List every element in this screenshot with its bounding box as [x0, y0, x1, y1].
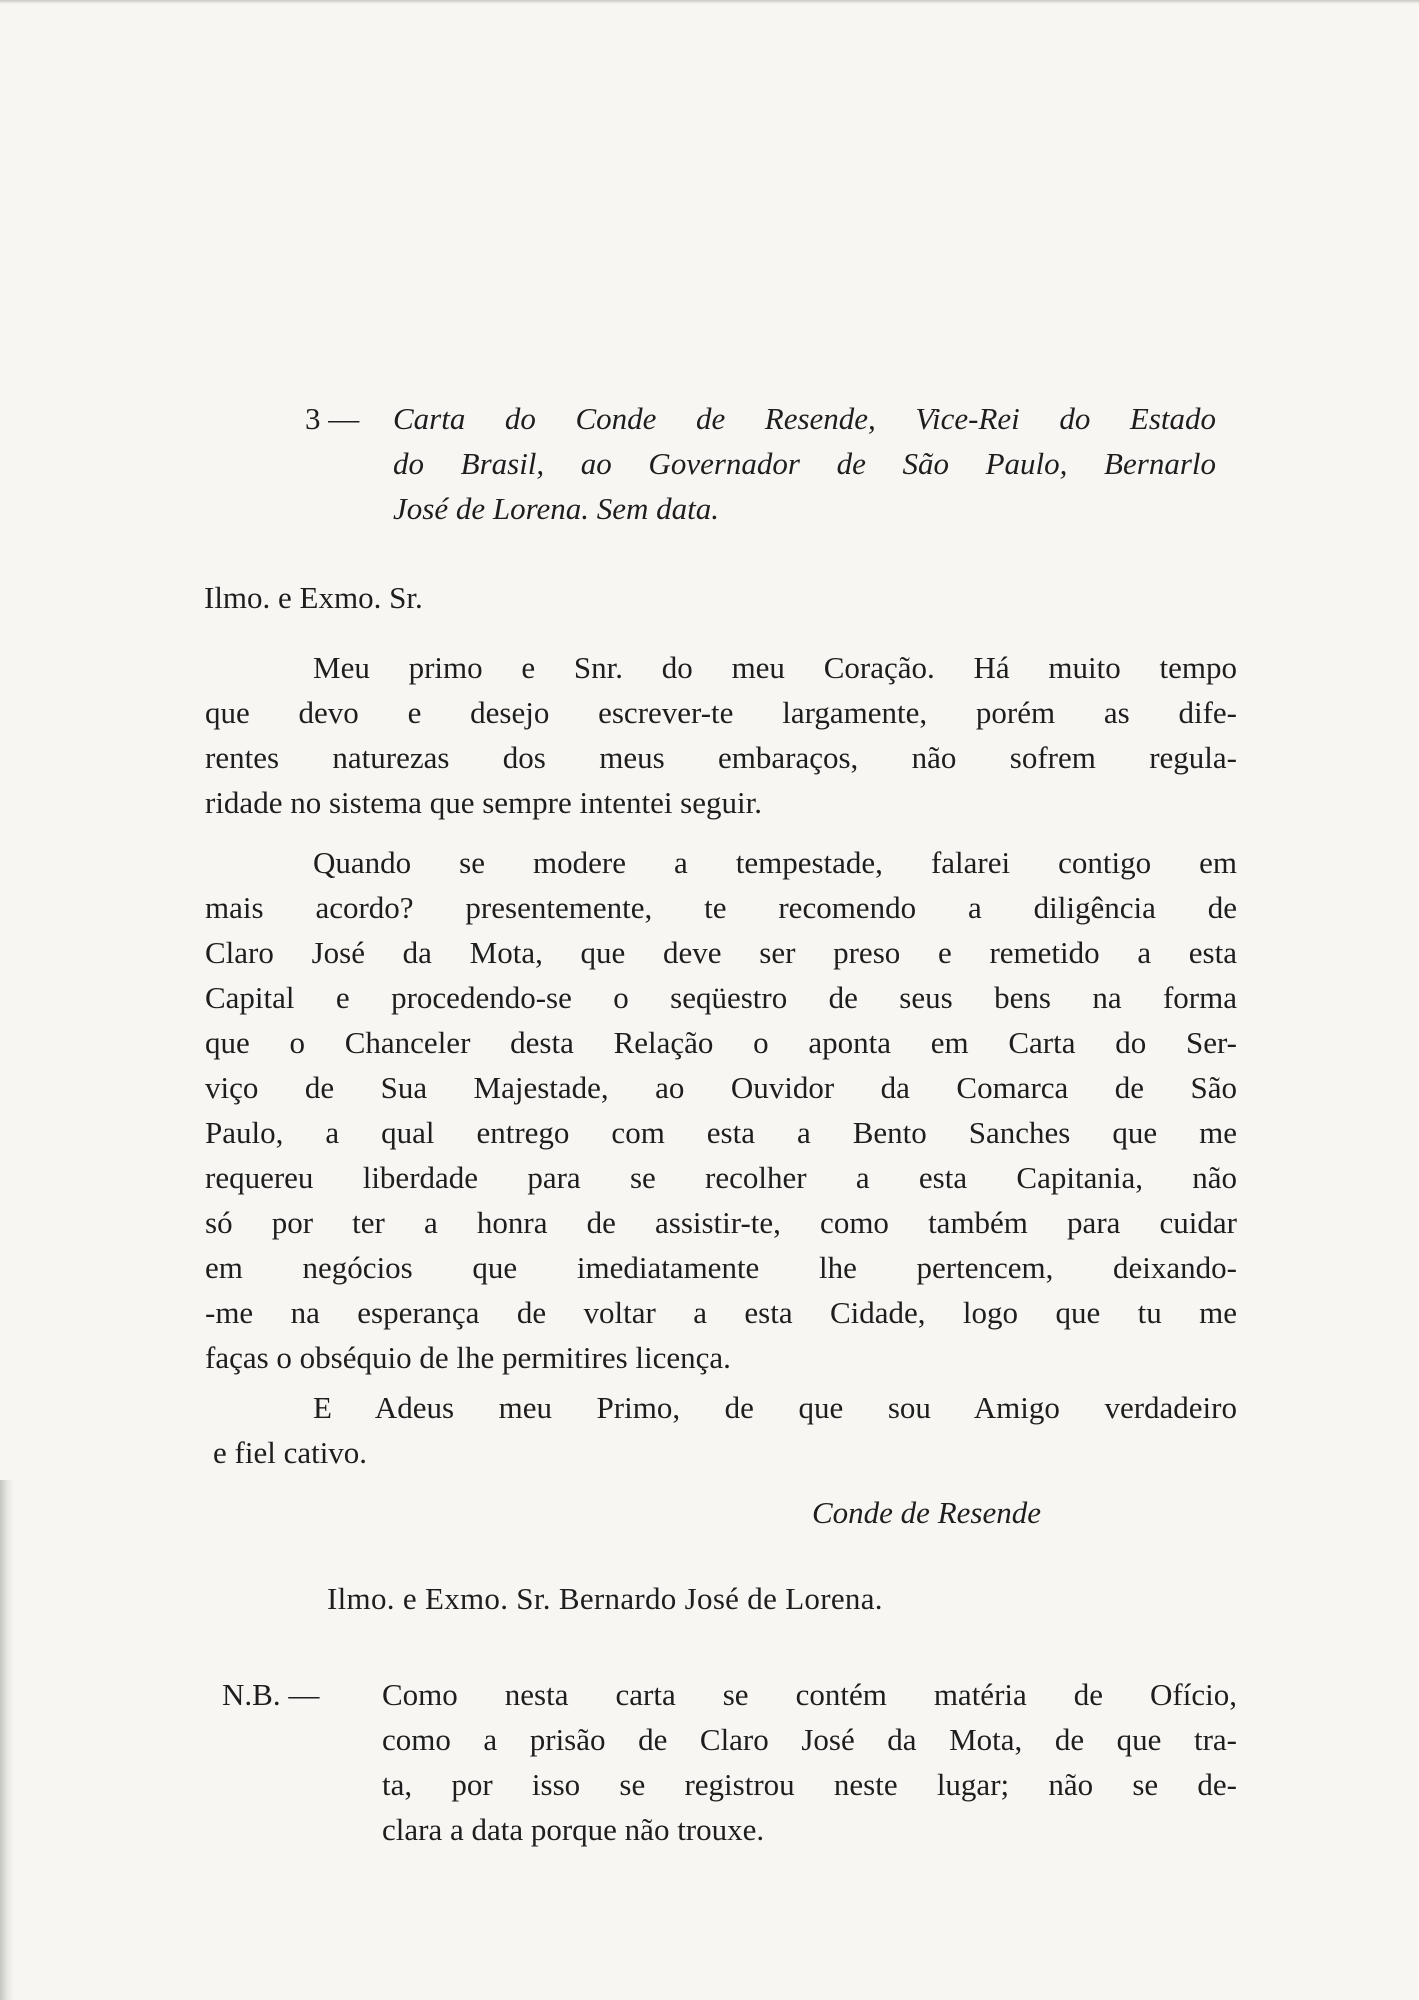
heading-line: José de Lorena. Sem data.: [393, 491, 720, 526]
paragraph-line: faças o obséquio de lhe permitires licença.: [205, 1340, 731, 1375]
paragraph-line: que o Chanceler desta Relação o aponta em Carta do Ser-: [205, 1025, 1237, 1060]
paragraph-line: requereu liberdade para se recolher a esta Capitania, não: [205, 1160, 1237, 1195]
paragraph-line: Meu primo e Snr. do meu Coração. Há muito tempo: [313, 650, 1237, 685]
paragraph-line: em negócios que imediatamente lhe pertencem, deixando-: [205, 1250, 1237, 1285]
paragraph-line: mais acordo? presentemente, te recomendo a diligência de: [205, 890, 1237, 925]
note-label: N.B. —: [222, 1677, 320, 1712]
note-line: ta, por isso se registrou neste lugar; não se de-: [382, 1767, 1237, 1802]
document-number: 3 —: [305, 401, 360, 436]
heading-line: do Brasil, ao Governador de São Paulo, Bernarlo: [393, 446, 1216, 481]
note-line: clara a data porque não trouxe.: [382, 1812, 765, 1847]
note-body: [382, 1672, 1237, 1852]
page-top-edge: [0, 0, 1419, 4]
page-binding-shadow: [0, 1480, 14, 2000]
addressee: Ilmo. e Exmo. Sr. Bernardo José de Lorena.: [327, 1581, 883, 1616]
paragraph-line: Quando se modere a tempestade, falarei contigo em: [313, 845, 1237, 880]
heading-line: Carta do Conde de Resende, Vice-Rei do Estado: [393, 401, 1216, 436]
paragraph-line: Capital e procedendo-se o seqüestro de seus bens na forma: [205, 980, 1237, 1015]
paragraph-line: Claro José da Mota, que deve ser preso e remetido a esta: [205, 935, 1237, 970]
paragraph-3: [213, 1385, 1237, 1475]
document-heading: [393, 396, 1216, 531]
paragraph-line: Paulo, a qual entrego com esta a Bento Sanches que me: [205, 1115, 1237, 1150]
signature: Conde de Resende: [812, 1495, 1041, 1530]
paragraph-line: e fiel cativo.: [213, 1435, 368, 1470]
salutation: Ilmo. e Exmo. Sr.: [204, 580, 423, 615]
paragraph-line: rentes naturezas dos meus embaraços, não sofrem regula-: [205, 740, 1237, 775]
paragraph-1: [205, 645, 1237, 825]
paragraph-line: E Adeus meu Primo, de que sou Amigo verdadeiro: [313, 1390, 1237, 1425]
paragraph-line: só por ter a honra de assistir-te, como também para cuidar: [205, 1205, 1237, 1240]
note-line: como a prisão de Claro José da Mota, de que tra-: [382, 1722, 1237, 1757]
paragraph-2: [205, 840, 1237, 1380]
paragraph-line: ridade no sistema que sempre intentei seguir.: [205, 785, 762, 820]
note-line: Como nesta carta se contém matéria de Ofício,: [382, 1677, 1237, 1712]
paragraph-line: viço de Sua Majestade, ao Ouvidor da Comarca de São: [205, 1070, 1237, 1105]
paragraph-line: -me na esperança de voltar a esta Cidade, logo que tu me: [205, 1295, 1237, 1330]
paragraph-line: que devo e desejo escrever-te largamente, porém as dife-: [205, 695, 1237, 730]
